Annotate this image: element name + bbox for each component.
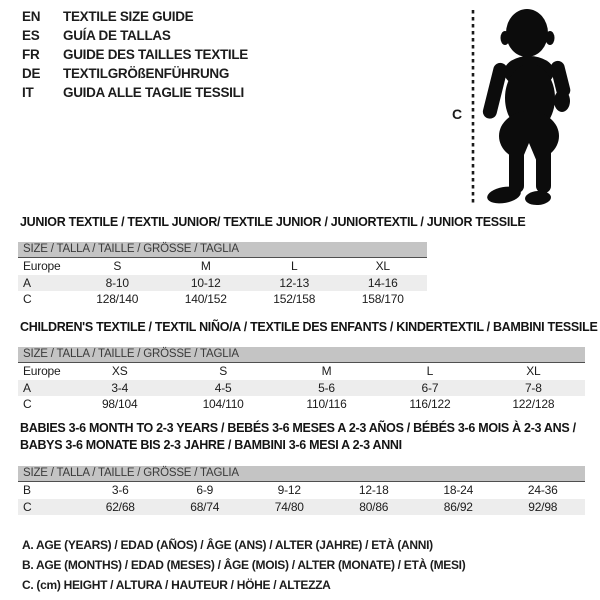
table-row bbox=[18, 258, 427, 275]
table-row bbox=[18, 499, 585, 516]
table-title-line: CHILDREN'S TEXTILE / TEXTIL NIÑO/A / TEXTILE DES ENFANTS / KINDERTEXTIL / BAMBINI TESSILE bbox=[20, 320, 598, 334]
value-cell: 140/152 bbox=[184, 292, 227, 306]
value-cell: 80/86 bbox=[359, 499, 389, 514]
value-cell: 104/110 bbox=[202, 397, 244, 411]
value-cell: 8-10 bbox=[105, 275, 129, 290]
value-cell: 24-36 bbox=[527, 483, 558, 497]
language-code: DE bbox=[22, 66, 41, 81]
footnote-list bbox=[22, 535, 465, 595]
size-header-row: SIZE / TALLA / TAILLE / GRÖSSE / TAGLIA bbox=[18, 242, 427, 258]
footnote: C. (cm) HEIGHT / ALTURA / HAUTEUR / HÖHE / ALTEZZA bbox=[22, 578, 331, 592]
value-cell: 62/68 bbox=[105, 499, 135, 514]
value-cell: XL bbox=[375, 259, 390, 273]
table-row bbox=[18, 396, 585, 413]
value-cell: 12-18 bbox=[358, 483, 389, 497]
value-cell: 9-12 bbox=[277, 483, 301, 497]
children-size-table bbox=[18, 347, 585, 413]
value-cell: 116/122 bbox=[409, 397, 451, 411]
value-cell: 98/104 bbox=[101, 397, 138, 411]
row-label-cell: A bbox=[23, 380, 31, 395]
table-title-line: BABIES 3-6 MONTH TO 2-3 YEARS / BEBÉS 3-6 MESES A 2-3 AÑOS / BÉBÉS 3-6 MOIS À 2-3 ANS / bbox=[20, 421, 576, 435]
value-cell: 4-5 bbox=[214, 380, 232, 395]
language-row bbox=[22, 64, 248, 83]
language-code: IT bbox=[22, 85, 34, 100]
table-row bbox=[18, 291, 427, 308]
value-cell: 5-6 bbox=[318, 380, 335, 395]
language-label: TEXTILE SIZE GUIDE bbox=[63, 9, 194, 24]
value-cell: 7-8 bbox=[524, 380, 542, 395]
value-cell: 12-13 bbox=[279, 275, 310, 290]
value-cell: 3-6 bbox=[111, 483, 129, 497]
value-cell: 14-16 bbox=[367, 275, 398, 290]
language-label: GUÍA DE TALLAS bbox=[63, 28, 171, 43]
table-row bbox=[18, 363, 585, 380]
value-cell: 92/98 bbox=[528, 499, 558, 514]
language-label: GUIDE DES TAILLES TEXTILE bbox=[63, 47, 249, 62]
row-label-cell: C bbox=[23, 292, 32, 306]
value-cell: M bbox=[321, 364, 332, 378]
table-row bbox=[18, 482, 585, 499]
language-code: ES bbox=[22, 28, 40, 43]
row-label-cell: Europe bbox=[23, 259, 61, 273]
language-label: TEXTILGRÖßENFÜHRUNG bbox=[63, 66, 230, 81]
language-row bbox=[22, 83, 248, 102]
value-cell: XL bbox=[526, 364, 541, 378]
junior-table-title bbox=[20, 214, 525, 231]
value-cell: 158/170 bbox=[361, 292, 404, 306]
footnote: A. AGE (YEARS) / EDAD (AÑOS) / ÂGE (ANS) / ALTER (JAHRE) / ETÀ (ANNI) bbox=[22, 538, 433, 552]
language-list bbox=[22, 7, 248, 102]
value-cell: 152/158 bbox=[273, 292, 316, 306]
value-cell: 122/128 bbox=[512, 397, 555, 411]
size-header-row: SIZE / TALLA / TAILLE / GRÖSSE / TAGLIA bbox=[18, 347, 585, 363]
value-cell: S bbox=[219, 364, 228, 378]
row-label-cell: C bbox=[23, 397, 32, 411]
babies-size-table bbox=[18, 466, 585, 515]
measure-c-label: C bbox=[452, 106, 463, 122]
value-cell: 128/140 bbox=[96, 292, 139, 306]
table-row bbox=[18, 275, 427, 292]
value-cell: 6-7 bbox=[421, 380, 439, 395]
height-dashed-line bbox=[470, 10, 476, 206]
babies-table-title bbox=[20, 420, 576, 454]
language-code: FR bbox=[22, 47, 40, 62]
row-label-cell: Europe bbox=[23, 364, 61, 378]
children-table-title bbox=[20, 319, 597, 336]
value-cell: 18-24 bbox=[443, 483, 474, 497]
junior-size-table bbox=[18, 242, 427, 308]
value-cell: 10-12 bbox=[190, 275, 221, 290]
value-cell: 74/80 bbox=[274, 499, 304, 514]
table-title-line: JUNIOR TEXTILE / TEXTIL JUNIOR/ TEXTILE JUNIOR / JUNIORTEXTIL / JUNIOR TESSILE bbox=[20, 215, 526, 229]
row-label-cell: C bbox=[23, 499, 32, 514]
value-cell: 110/116 bbox=[306, 397, 347, 411]
value-cell: M bbox=[200, 259, 211, 273]
baby-silhouette-icon bbox=[482, 5, 578, 208]
table-row bbox=[18, 380, 585, 397]
footnote: B. AGE (MONTHS) / EDAD (MESES) / ÂGE (MOIS) / ALTER (MONATE) / ETÀ (MESI) bbox=[22, 558, 466, 572]
value-cell: L bbox=[291, 259, 298, 273]
value-cell: L bbox=[426, 364, 434, 378]
language-code: EN bbox=[22, 9, 41, 24]
language-row bbox=[22, 7, 248, 26]
row-label-cell: B bbox=[23, 483, 31, 497]
table-title-line: BABYS 3-6 MONATE BIS 2-3 JAHRE / BAMBINI 3-6 MESI A 2-3 ANNI bbox=[20, 438, 402, 452]
row-label-cell: A bbox=[23, 275, 31, 290]
value-cell: XS bbox=[111, 364, 128, 378]
value-cell: 3-4 bbox=[111, 380, 129, 395]
language-row bbox=[22, 26, 248, 45]
language-row bbox=[22, 45, 248, 64]
value-cell: 6-9 bbox=[196, 483, 214, 497]
value-cell: 86/92 bbox=[443, 499, 473, 514]
language-label: GUIDA ALLE TAGLIE TESSILI bbox=[63, 85, 244, 100]
value-cell: S bbox=[113, 259, 122, 273]
value-cell: 68/74 bbox=[190, 499, 220, 514]
size-header-row: SIZE / TALLA / TAILLE / GRÖSSE / TAGLIA bbox=[18, 466, 585, 482]
